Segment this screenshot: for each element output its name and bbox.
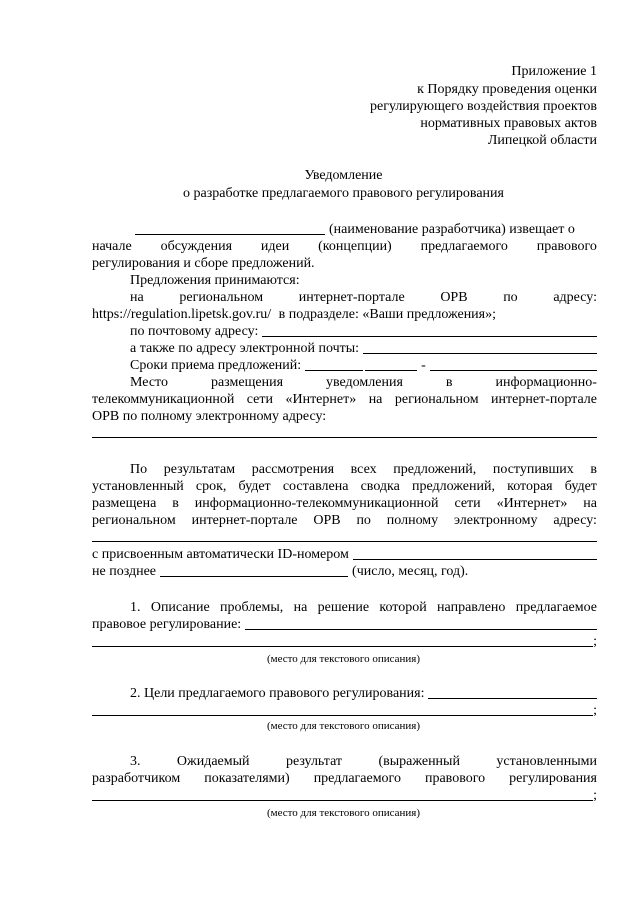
word: «Интернет» [496, 496, 568, 511]
word: интернет-портале [191, 513, 298, 528]
word: которая [507, 479, 553, 494]
placement-line-2: телекоммуникационной сети «Интернет» на региональном интернет-портале [92, 392, 597, 407]
section1-line-3 [92, 634, 597, 650]
deadline-start-month-field[interactable] [365, 370, 417, 371]
word: предлагаемого [420, 239, 508, 254]
section2-line-2 [92, 703, 597, 719]
word: Место [130, 375, 168, 390]
postal-line [130, 324, 597, 340]
document-title: Уведомление [304, 168, 383, 183]
annex-line-4: нормативных правовых актов [420, 116, 597, 131]
annex-line-3: регулирующего воздействия проектов [369, 99, 597, 114]
word: по [356, 513, 371, 528]
placement-line-1 [130, 375, 597, 391]
summary-address-field[interactable] [92, 541, 597, 542]
portal-url-line [92, 307, 597, 323]
word: (концепции) [318, 239, 392, 254]
word: будет [238, 479, 271, 494]
word: установленными [496, 754, 597, 769]
word: интернет-портале [298, 290, 405, 305]
word: размещена [92, 496, 157, 511]
word: регулирования [509, 771, 597, 786]
section2-line-1 [130, 686, 597, 702]
section1-line-2 [92, 617, 597, 633]
results-line-4 [92, 513, 597, 529]
word: в [172, 496, 179, 511]
word: предложений, [393, 462, 477, 477]
word: По [130, 462, 148, 477]
word: (выраженный [378, 754, 460, 769]
word: сети [454, 496, 481, 511]
section1-line-1: 1. Описание проблемы, на решение которой направлено предлагаемое [130, 600, 597, 615]
email-label: а также по адресу электронной почты: [130, 341, 360, 356]
word: по [503, 290, 518, 305]
word: на [583, 496, 597, 511]
section1-end: ; [593, 634, 597, 649]
word: правового [536, 239, 597, 254]
annex-line-1: Приложение 1 [511, 64, 597, 79]
word: будет [564, 479, 597, 494]
summary-date-field[interactable] [160, 576, 348, 577]
word: предложений, [412, 479, 495, 494]
word: срок, [195, 479, 227, 494]
postal-label: по почтовому адресу: [130, 324, 259, 339]
word: сводка [360, 479, 400, 494]
intro-line-2 [92, 239, 597, 255]
annex-line-2: к Порядку проведения оценки [417, 82, 597, 97]
section1-caption: (место для текстового описания) [266, 653, 421, 665]
word: региональном [92, 513, 176, 528]
section3-caption: (место для текстового описания) [266, 807, 421, 819]
section3-line-3 [92, 788, 597, 804]
word: в [590, 462, 597, 477]
developer-line-text: (наименование разработчика) извещает о [329, 222, 575, 237]
postal-address-field[interactable] [262, 336, 597, 337]
word: предлагаемого [313, 771, 401, 786]
word: обсуждения [160, 239, 233, 254]
word: полному [386, 513, 439, 528]
portal-line [130, 290, 597, 306]
developer-name-field[interactable] [135, 234, 325, 235]
word: правового [424, 771, 486, 786]
word: информационно- [495, 375, 597, 390]
results-line-3 [92, 496, 597, 512]
section3-line-2 [92, 771, 597, 787]
results-line-2 [92, 479, 597, 495]
word: адресу: [553, 290, 597, 305]
word: рассмотрения [251, 462, 335, 477]
word: адресу: [553, 513, 597, 528]
word: начале [92, 239, 132, 254]
section3-field[interactable] [92, 800, 593, 801]
deadline-dash: - [421, 358, 426, 373]
deadline-label: Сроки приема предложений: [130, 358, 302, 373]
section1-label: правовое регулирование: [92, 617, 242, 632]
placement-address-field[interactable] [92, 437, 597, 438]
word: поступивших [492, 462, 574, 477]
word: установленный [92, 479, 184, 494]
word: информационно-телекоммуникационной [194, 496, 439, 511]
not-later-label: не позднее [92, 564, 157, 579]
word: всех [350, 462, 377, 477]
word: на [130, 290, 144, 305]
word: региональном [179, 290, 264, 305]
placement-line-3: ОРВ по полному электронному адресу: [92, 409, 327, 424]
id-label: с присвоенным автоматически ID-номером [92, 547, 349, 562]
section2-caption: (место для текстового описания) [266, 720, 421, 732]
section3-line-1 [130, 754, 597, 770]
email-line [130, 341, 597, 357]
annex-line-5: Липецкой области [487, 133, 597, 148]
date-hint: (число, месяц, год). [352, 564, 469, 579]
deadline-line [130, 358, 597, 374]
section1-field-2[interactable] [92, 646, 593, 647]
word: ОРВ [440, 290, 468, 305]
word: размещения [210, 375, 284, 390]
word: уведомления [326, 375, 403, 390]
portal-section: в подразделе: «Ваши предложения»; [278, 307, 497, 322]
results-line-1 [130, 462, 597, 478]
section2-field-1[interactable] [428, 698, 597, 699]
word: Ожидаемый [176, 754, 250, 769]
word: идеи [260, 239, 290, 254]
intro-line-3: регулирования и сборе предложений. [92, 256, 315, 271]
word: показателями) [204, 771, 290, 786]
word: в [445, 375, 453, 390]
id-line [92, 547, 597, 563]
deadline-end-field[interactable] [430, 370, 597, 371]
proposals-accepted: Предложения принимаются: [130, 273, 300, 288]
document-subtitle: о разработке предлагаемого правового регулирования [183, 186, 504, 201]
word: электронному [454, 513, 538, 528]
deadline-start-day-field[interactable] [305, 370, 363, 371]
word: ОРВ [313, 513, 341, 528]
id-number-field[interactable] [353, 559, 597, 560]
word: результатам [163, 462, 236, 477]
section1-field-1[interactable] [245, 629, 597, 630]
word: составлена [282, 479, 349, 494]
section3-end: ; [593, 788, 597, 803]
section2-field-2[interactable] [92, 715, 593, 716]
portal-url-link[interactable]: https://regulation.lipetsk.gov.ru/ [92, 307, 272, 322]
developer-line [135, 222, 597, 238]
word: разработчиком [92, 771, 181, 786]
not-later-line [92, 564, 597, 580]
section2-label: 2. Цели предлагаемого правового регулирования: [130, 686, 425, 701]
section2-end: ; [593, 703, 597, 718]
email-address-field[interactable] [363, 353, 597, 354]
word: 3. [130, 754, 141, 769]
word: результат [285, 754, 343, 769]
